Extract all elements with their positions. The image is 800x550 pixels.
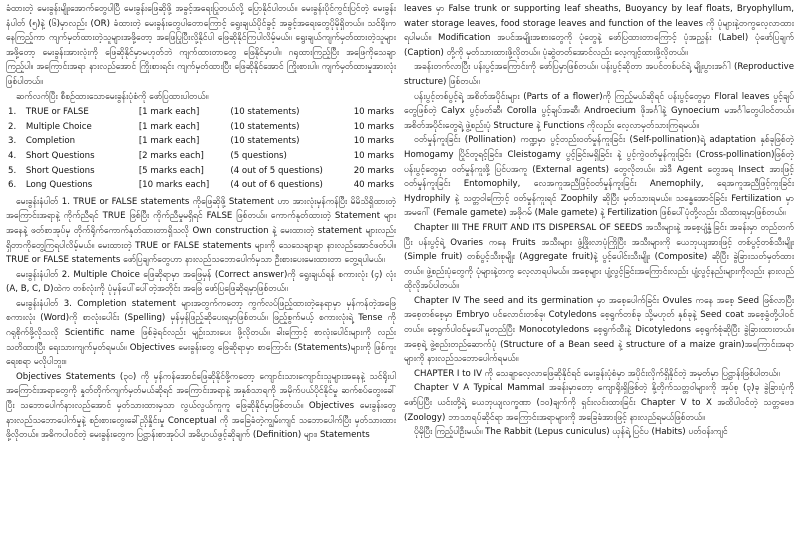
mark-each: [1 mark each] [138, 136, 200, 147]
right-column [404, 2, 794, 550]
table-row [6, 120, 396, 135]
table-row [6, 149, 396, 164]
statement-count: (5 questions) [230, 150, 287, 161]
total-marks: 20 marks [353, 165, 394, 176]
table-row [6, 164, 396, 179]
body-paragraph-2: မေးခွန်းနံပါတ် 2. Multiple Choice ဖြေဆိုရာမှာ အဖြေမှန် (Correct answer)ကို ရွေးချယ်ရန် စကားလုံး (၄) လုံး (A, B, C, D)ထဲက တစ်လုံးကို ပုံမှန်ပေါ်ပေါ်တဲ့အတိုင်း အဖြေ ဖော်ပြဖြေဆိုရမှာဖြစ်တယ်။ [6, 269, 396, 295]
right-paragraph-4: ဝတ်မှုန်ကူးခြင်း (Pollination) ကဏ္ဍမှာ ပွင့်တည်းဝတ်မှုန်ကူးခြင်း (Self-pollination)ရဲ့ adaptation နှစ်ခုဖြစ်တဲ့ Homogamy ပြိုင်တူရင့်ခြင်း၊ Cleistogamy ပွင့်ခြင်းမရှိခြင်း နဲ့ ပွင့်ကွဲဝတ်မှုန်ကူးခြင်း (Cross-pollination)ဖြစ်တဲ့ ပန်းပွင့်တွေမှာ ဝတ်မှုန်ကူးဖို့ ပြင်ပအကူ (External agents) တွေလိုတယ်။ အဲဒီ Agent တွေအရ Insect အားဖြင့် ဝတ်မှုန်ကူးခြင်း Entomophily, လေအကူအညီဖြင့်ဝတ်မှုန်ကူးခြင်း Anemophily, ရေအကူအညီဖြင့်ကူးခြင်း Hydrophily နဲ့ သတ္တဝါကြောင့် ဝတ်မှုန်ကူးရင် Zoophily ဆိုပြီး မှတ်သားရမယ်။ သန္ဓေအောင်ခြင်း Fertilization မှာ အမဂေါ် (Female gamete) အဖိုဂမ် (Male gamete) နဲ့ Fertilization ဖြစ်ပေါ်ပုံတို့လည်း သိထားရမှာဖြစ်တယ်။ [404, 135, 794, 219]
right-paragraph-7: CHAPTER I to IV ကို သေချာလေ့လာဖြေဆိုနိုင်ရင် မေးခွန်းပုံစံမှာ အပိုင်းလိုက်ရှိနိုင်တဲ့ အမှတ်မှာ ပြဋ္ဌာန်းဖြစ်ပါတယ်။ [414, 368, 780, 379]
mark-each: [10 marks each] [138, 180, 210, 191]
question-type: Long Questions [25, 180, 93, 191]
right-paragraph-5: Chapter III THE FRUIT AND ITS DISPERSAL OF SEEDS အသီးများနဲ့ အစေ့ပျံ့နှံ့ခြင်း အခန်းမှာ တည်တက်ပြီး ပန်းပွင့်ရဲ့ Ovaries ကနေ Fruits အသီးများ ဖွံ့ဖြိုးလာပုံကြိုပြီး အသီးများကို ယေဘုယျအားဖြင့် တစ်ပွင့်တစ်သီးမျိုး (Simple fruit) တစ်ပွင့်သီးစုမျိုး (Aggregate fruit)နဲ့ ပွင့်ပေါင်းသီးမျိုး (Composite) ဆိုပြီး ခွဲခြားသတ်မှတ်ထားတယ်။ ဖွဲ့စည်းပုံတွေကို ပုံများနဲ့တကွ လေ့လာရပါမယ်။ အစေ့များ ပျံ့လွင့်ခြင်းအကြောင်းလည်း ပျံ့လွင့်နည်းများကိုလည်း နားလည်ထိုလိုအပ်ပါတယ်။ [404, 222, 794, 292]
table-row [6, 178, 396, 193]
row-number: 5. [8, 165, 17, 176]
body-paragraph-4: Objectives Statements (၃၀) ကို မှန်ကန်အောင်ဖြေဆိုနိုင်ဖို့ကတော့ ကျောင်းသားကျောင်းသူများအနေနဲ့ သင်ရိုးပါ အကြောင်းအရာတွေကို နှုတ်တိုက်ကျက်မှတ်မယ်ဆိုရင် အကြောင်းအရာနဲ့ အနှစ်သာရကို အမိုက်ပယ်ပိုင်နိုင်မှု ဆက်စပ်တွေးခေါ်ပြီး သဘောပေါက်နားလည်အောင် မှတ်သားထားမှသာ လွယ်လွယ်ကူကူ ဖြေဆိုနိုင်မှာဖြစ်တယ်။ Objectives မေးခွန်းတွေ နားလည်သဘောပေါက်မှုနဲ့ စဉ်းစားတွေးခေါ်ညှိနှိုင်းမှု Conceptual ကို အခြေခံတဲ့ကျွမ်းကျင် သဘောပေါက်ပြီး မှတ်သားထားဖို့လိုတယ်။ အဓိကပါဝင်တဲ့ မေးခွန်းတွေက ပြဋ္ဌာန်းစာအုပ်ပါ အဓိပ္ပာယ်ဖွင့်ဆိုချက် (Definition) များ၊ Statements [6, 371, 396, 441]
statement-count: (10 statements) [230, 121, 300, 132]
mark-each: [5 marks each] [138, 165, 204, 176]
question-type: Short Questions [25, 165, 95, 176]
total-marks: 10 marks [353, 150, 394, 161]
statement-count: (10 statements) [230, 107, 300, 118]
marks-table [6, 105, 396, 193]
body-paragraph-1: မေးခွန်းနံပါတ် 1. TRUE or FALSE statements ကိုဖြေဆိုဖို့ Statement ဟာ အားလုံးမှန်ကန်ပြီး မိမိသိရှိထားတဲ့အကြောင်းအရာနဲ့ ကိုက်ညီရင် TRUE ဖြစ်ပြီး ကိုက်ညီမှုမရှိရင် FALSE ဖြစ်တယ်။ ကောက်နုတ်ထားတဲ့ Statement များအနေနဲ့ ဖတ်စာအုပ်မှ တိုက်ရိုက်ကောက်နုတ်ထားတာရှိသလို Own construction နဲ့ မေးထားတဲ့ statement များလည်း ရှိတာကိုတွေ့ကြရပါလိမ့်မယ်။ မေးထားတဲ့ TRUE or FALSE statements များကို သေသေချာချာ နားလည်အောင်ဖတ်ပါ။ TRUE or FALSE statements ဖော်ပြချက်တွေဟာ နားလည်သဘောပေါက်မှသာ ဦးစားပေးမေးထားတာ တွေ့ရပါမယ်။ [6, 196, 396, 266]
right-paragraph-9: ပိုမိုပြီး ကြည့်ပါဦးမယ်။ The Rabbit (Lepus cuniculus) ယုန်ရဲ့ ပြင်ပ (Habits) ပတ်ဝန်းကျင် [414, 427, 728, 438]
mark-each: [1 mark each] [138, 121, 200, 132]
row-number: 1. [8, 107, 17, 118]
right-paragraph-1: leaves မှာ False trunk or supporting leaf sheaths, Buoyancy by leaf floats, Bryophyllum, water storage leaves, food storage leaves and function of the leaves ကို ပုံများနဲ့တကွလေ့လာထားရပါမယ်။ Modification အပင်အမျိုးအစားတွေကို ပုံတွေနဲ့ ဖော်ပြထားတာကြောင့် ပုံအညွှန်း (Label) ပုံဖော်ပြချက် (Caption) တို့ကို မှတ်သားထားဖို့လိုတယ်။ ပုံဆွဲတတ်အောင်လည်း လေ့ကျင့်ထားဖို့လိုတယ်။ [404, 4, 794, 58]
mark-each: [2 marks each] [138, 150, 204, 161]
row-number: 6. [8, 180, 17, 191]
row-number: 3. [8, 136, 17, 147]
total-marks: 10 marks [353, 121, 394, 132]
intro-paragraph-2: ဆက်လက်ပြီး စီစဉ်ထားသောမေးခွန်းပုံစံကို ဖော်ပြထားပါတယ်။ [16, 91, 209, 102]
body-paragraph-3: မေးခွန်းနံပါတ် 3. Completion statement များအတွက်ကတော့ ကွက်လပ်ဖြည့်ထားတဲ့နေရာမှာ မှန်ကန်တဲ့အဖြေစကားလုံး (Word)ကို စာလုံးပေါင်း (Spelling) မှန်မှန်ဖြည့်ဆိုပေးရမှာဖြစ်တယ်။ ဖြည့်စွက်မယ့် စကားလုံးရဲ့ Tense ကိုဂရုစိုက်ဖို့လိုသလို Scientific name ဖြစ်ခဲ့ရင်လည်း မျဉ်းသားပေး ဖို့လိုတယ်။ ခါးကြောင့် စာလုံးပေါင်းများကို လည်း သတိထားပြီး ရေးသားကျက်မှတ်ရမယ်။ Objectives မေးခွန်းတွေ ဖြေဆိုရာမှာ စာကြောင်း (Statements)များကို ဖြစ်ကူးရေးစရာ မလိုပါဘူး။ [6, 298, 396, 368]
right-paragraph-3: ပန်းပွင့်တစ်ပွင့်ရဲ့ အစိတ်အပိုင်းများ (Parts of a flower)ကို ကြည့်မယ်ဆိုရင် ပန်းပွင့်တွေမှာ Floral leaves ပွင့်ချပ်တွေဖြစ်တဲ့ Calyx ပွင့်ဖတ်ဆီ၊ Corolla ပွင့်ချပ်အဆီ၊ Androecium ဖိုအင်္ဂါနဲ့ Gynoecium မအင်္ဂါတွေပါဝင်တယ်။ အစိတ်အပိုင်းတွေရဲ့ ဖွဲ့စည်းပုံ Structure နဲ့ Functions ကိုလည်း လေ့လာမှတ်သားကြရမယ်။ [404, 91, 794, 131]
total-marks: 10 marks [353, 136, 394, 147]
total-marks: 10 marks [353, 107, 394, 118]
statement-count: (4 out of 6 questions) [230, 180, 323, 191]
table-row [6, 105, 396, 120]
row-number: 4. [8, 150, 17, 161]
right-paragraph-2: အခန်းတက်လာပြီး ပန်းပွင့်အကြောင်းကို ဖော်ပြမှာဖြစ်တယ်။ ပန်းပွင့်ဆိုတာ အပင်တစ်ပင်ရဲ့ မျိုးပွားအဂ်ါ (Reproductive structure) ဖြစ်တယ်။ [404, 62, 794, 87]
mark-each: [1 mark each] [138, 107, 200, 118]
row-number: 2. [8, 121, 17, 132]
question-type: Multiple Choice [25, 121, 92, 132]
statement-count: (10 statements) [230, 136, 300, 147]
intro-paragraph-1: ခံထားတဲ့ မေးခွန်းမျိုးအောက်တွေပါပြီ မေးခွန်းဖြေဆိုဖို့ အခွင့်အရေးပြုတယ်လို့ ပြောနိုင်ပါတယ်။ မေးခွန်းပိုင်ကွင်းပြင်တဲ့ မေးခွန်းနံပါတ် (၅)နဲ့ (၆)မှာလည်း (OR) ခံထားတဲ့ မေးခွန်းတွေပါတောကြောင့် ရွေးချယ်ပိုင်ခွင့် အခွင့်အရေးတွေပိုမိုရှိတယ်။ သင်ရိုးကနေကြည့်ကာ ကျက်မှတ်ထားတဲ့သူများအဖို့တော့ အဖြေပြုပြီးလို့နိုင်ပါ ဖြေဆိုနိုင်ကြပါလိမ့်မယ်။ ရွေးချယ်ကျက်မှတ်ထားတဲ့သူများအဖို့တော့ မေးခွန်းအားလုံးကို ဖြေဆိုနိုင်မှာမဟုတ်ဘဲ ကျက်ထားတာတွေ ဖြေနိုင်မှာပါ။ ဂရုထားကြည့်ပြီး အဖြေကိုသေချာကြည့်ပါ။ အကြောင်းအရာ နားလည်အောင် ကြိုးစားရင်း ကျက်မှတ်ထားပြီး ဖြေဆိုနိုင်အောင် ကြိုးစားပါ။ ကျက်မှတ်ထားမှုအားလုံးဖြစ်ပါတယ်။ [6, 4, 396, 87]
question-type: Short Questions [25, 150, 95, 161]
question-type: Completion [25, 136, 76, 147]
table-row [6, 134, 396, 149]
left-column [6, 2, 396, 550]
question-type: TRUE or FALSE [25, 107, 89, 118]
total-marks: 40 marks [353, 180, 394, 191]
right-paragraph-8: Chapter V A Typical Mammal အခန်းမှာတော့ ကျောရိုးရှိဖြစ်တဲ့ နို့တိုက်သတ္တဝါများကို အုပ်စု (၃)ခု ခွဲခြားပုံကိုဖော်ပြပြီး ယင်းတို့ရဲ့ ယေဘုယျလက္ခဏာ (၁၀)ချက်ကို ရှင်းလင်းထားခြင်း Chapter V to X အထိပါဝင်တဲ့ သတ္တဗေဒ (Zoology) ဘာသာရပ်ဆိုင်ရာ အကြောင်းအရာများကို အခြေခံအားဖြင့် နားလည်ရမယ်ဖြစ်တယ်။ [404, 383, 794, 423]
statement-count: (4 out of 5 questions) [230, 165, 323, 176]
right-paragraph-6: Chapter IV The seed and its germination မှာ အစေ့ပေါက်ခြင်း Ovules ကနေ အစေ့ Seed ဖြစ်လာပြီး အစေ့တစ်စေ့မှာ Embryo ပင်လောင်းတစ်ခု၊ Cotyledons စေ့ရွက်တစ်ခု သို့မဟုတ် နှစ်ခုနဲ့ Seed coat အစေ့ခွံတို့ပါဝင်တယ်။ စေ့ရွက်ပါဝင်မှုပေါ်မူတည်ပြီး Monocotyledons စေ့ရွက်ထီးနဲ့ Dicotyledons စေ့ရွက်စုံဆိုပြီး ခွဲခြားထားတယ်။ အစေ့ရဲ့ ဖွဲ့စည်းတည်ဆောက်ပုံ (Structure of a Bean seed နဲ့ structure of a maize grain)အကြောင်းအရာများကို နားလည်သဘောပေါက်ရမယ်။ [404, 295, 794, 365]
